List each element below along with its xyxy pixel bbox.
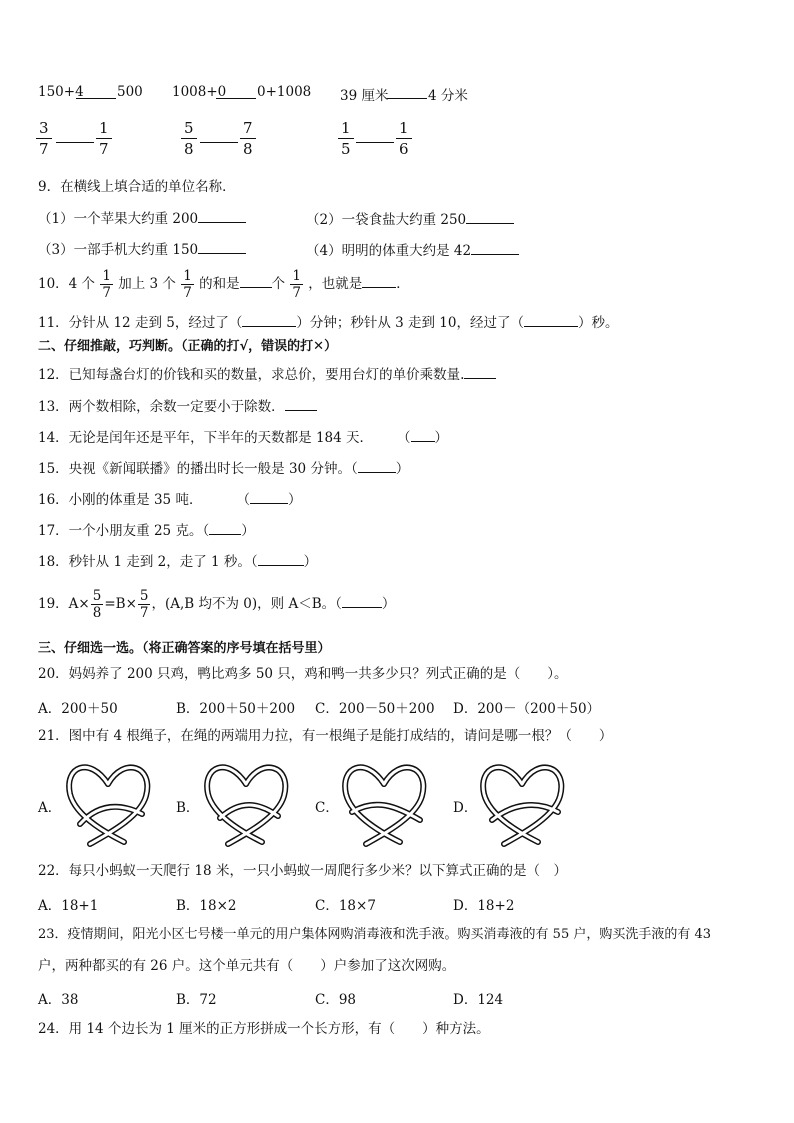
compare-b-blank[interactable] <box>216 84 256 99</box>
fraction-b2: $\frac{7}{8}$ <box>240 118 256 159</box>
q22-option-d[interactable]: D．18+2 <box>453 898 515 914</box>
knot-d-image <box>474 754 570 850</box>
q9-blank4[interactable] <box>471 240 519 255</box>
q9-blank2[interactable] <box>466 209 514 224</box>
compare-c-left: 39 厘米 <box>340 88 389 104</box>
q23-option-a[interactable]: A．38 <box>38 992 79 1008</box>
q9-part4: （4）明明的体重大约是 42 <box>306 239 519 259</box>
q9-title: 9．在横线上填合适的单位名称． <box>38 179 236 195</box>
compare-frac-a-blank[interactable] <box>56 142 94 143</box>
q11-blank2[interactable] <box>524 312 578 327</box>
q16-blank[interactable] <box>250 489 288 504</box>
section-2-heading: 二、仔细推敲，巧判断。（正确的打√，错误的打✕） <box>38 339 338 354</box>
q20-option-c[interactable]: C．200－50＋200 <box>315 701 435 717</box>
q20-option-b[interactable]: B．200＋50＋200 <box>176 701 296 717</box>
compare-a-blank[interactable] <box>76 84 116 99</box>
q24-stem: 24．用 14 个边长为 1 厘米的正方形拼成一个长方形，有（ ）种方法。 <box>38 1021 490 1037</box>
q14: 14．无论是闰年还是平年，下半年的天数都是 184 天． （ ） <box>38 427 448 447</box>
q21-option-c[interactable]: C． <box>315 800 339 816</box>
q17-blank[interactable] <box>209 520 241 535</box>
q13: 13．两个数相除，余数一定要小于除数． <box>38 396 317 416</box>
compare-frac-b-blank[interactable] <box>200 142 238 143</box>
section-3-heading: 三、仔细选一选。（将正确答案的序号填在括号里） <box>38 641 331 656</box>
q10-frac3: $\frac{1}{7}$ <box>292 268 301 301</box>
knot-c-image <box>336 754 432 850</box>
compare-frac-c-blank[interactable] <box>356 142 394 143</box>
q10-blank2[interactable] <box>362 273 396 288</box>
q12-blank[interactable] <box>464 364 496 379</box>
q18: 18．秒针从 1 走到 2，走了 1 秒。（ ） <box>38 551 317 571</box>
q21-option-d[interactable]: D． <box>453 800 478 816</box>
q20-option-a[interactable]: A．200＋50 <box>38 701 118 717</box>
fraction-b1: $\frac{5}{8}$ <box>181 118 197 159</box>
q19: 19．A× $\frac{5}{8}$ =B× $\frac{5}{7}$ ，(A,B 均不为 0)，则 A＜B。（ ） <box>38 588 396 621</box>
q21-option-b[interactable]: B． <box>176 800 200 816</box>
q19-frac1: $\frac{5}{8}$ <box>92 588 102 621</box>
q18-blank[interactable] <box>258 551 304 566</box>
q20-option-d[interactable]: D．200－（200＋50） <box>453 701 601 717</box>
q9-part1: （1）一个苹果大约重 200 <box>38 208 246 228</box>
q19-blank[interactable] <box>342 593 382 608</box>
q9-part2: （2）一袋食盐大约重 250 <box>306 208 514 228</box>
q9-part3: （3）一部手机大约重 150 <box>38 239 246 259</box>
q10-frac2: $\frac{1}{7}$ <box>183 268 192 301</box>
q9-blank1[interactable] <box>198 208 246 223</box>
q11: 11．分针从 12 走到 5，经过了（ ）分钟；秒针从 3 走到 10，经过了（ ）秒。 <box>38 312 618 332</box>
q19-frac2: $\frac{5}{7}$ <box>139 588 149 621</box>
q15: 15．央视《新闻联播》的播出时长一般是 30 分钟。（ ） <box>38 458 409 478</box>
q21-stem: 21．图中有 4 根绳子，在绳的两端用力拉，有一根绳子是能打成结的，请问是哪一根？（ ） <box>38 728 613 744</box>
fraction-c1: $\frac{1}{5}$ <box>338 118 354 159</box>
q23-stem-line1: 23．疫情期间，阳光小区七号楼一单元的用户集体网购消毒液和洗手液。购买消毒液的有 55 户，购买洗手液的有 43 <box>38 927 712 942</box>
q23-option-b[interactable]: B．72 <box>176 992 217 1008</box>
q10: 10．4 个 $\frac{1}{7}$ 加上 3 个 $\frac{1}{7}$ 的和是 个 $\frac{1}{7}$ ，也就是 ． <box>38 268 410 301</box>
q11-blank1[interactable] <box>242 312 296 327</box>
q16: 16．小刚的体重是 35 吨． （ ） <box>38 489 301 509</box>
q22-option-a[interactable]: A．18+1 <box>38 898 99 914</box>
q23-option-c[interactable]: C．98 <box>315 992 357 1008</box>
compare-b-left: 1008+0 <box>172 84 227 100</box>
fraction-a2: $\frac{1}{7}$ <box>96 118 112 159</box>
q15-blank[interactable] <box>358 458 396 473</box>
fraction-a1: $\frac{3}{7}$ <box>36 118 52 159</box>
q23-option-d[interactable]: D．124 <box>453 992 504 1008</box>
q10-blank1[interactable] <box>240 273 272 288</box>
q14-blank[interactable] <box>411 427 435 442</box>
q12: 12．已知每盏台灯的价钱和买的数量，求总价，要用台灯的单价乘数量. <box>38 364 496 384</box>
knot-a-image <box>60 754 156 850</box>
q17: 17．一个小朋友重 25 克。（ ） <box>38 520 255 540</box>
q22-option-c[interactable]: C．18×7 <box>315 898 376 914</box>
q20-stem: 20．妈妈养了 200 只鸡，鸭比鸡多 50 只，鸡和鸭一共多少只？列式正确的是（ ）。 <box>38 666 568 682</box>
compare-b-right: 0+1008 <box>257 84 312 100</box>
compare-a-right: 500 <box>117 84 143 100</box>
q21-option-a[interactable]: A． <box>38 800 62 816</box>
compare-c-blank[interactable] <box>387 84 427 99</box>
compare-c-right: 4 分米 <box>428 88 468 104</box>
compare-a-left: 150+4 <box>38 84 84 100</box>
q9-blank3[interactable] <box>198 239 246 254</box>
fraction-c2: $\frac{1}{6}$ <box>396 118 412 159</box>
q22-option-b[interactable]: B．18×2 <box>176 898 237 914</box>
q10-frac1: $\frac{1}{7}$ <box>102 268 111 301</box>
q13-blank[interactable] <box>285 396 317 411</box>
knot-b-image <box>198 754 294 850</box>
q23-stem-line2: 户，两种都买的有 26 户。这个单元共有（ ）户参加了这次网购。 <box>38 958 456 974</box>
q22-stem: 22．每只小蚂蚁一天爬行 18 米，一只小蚂蚁一周爬行多少米？以下算式正确的是（ ） <box>38 863 567 879</box>
